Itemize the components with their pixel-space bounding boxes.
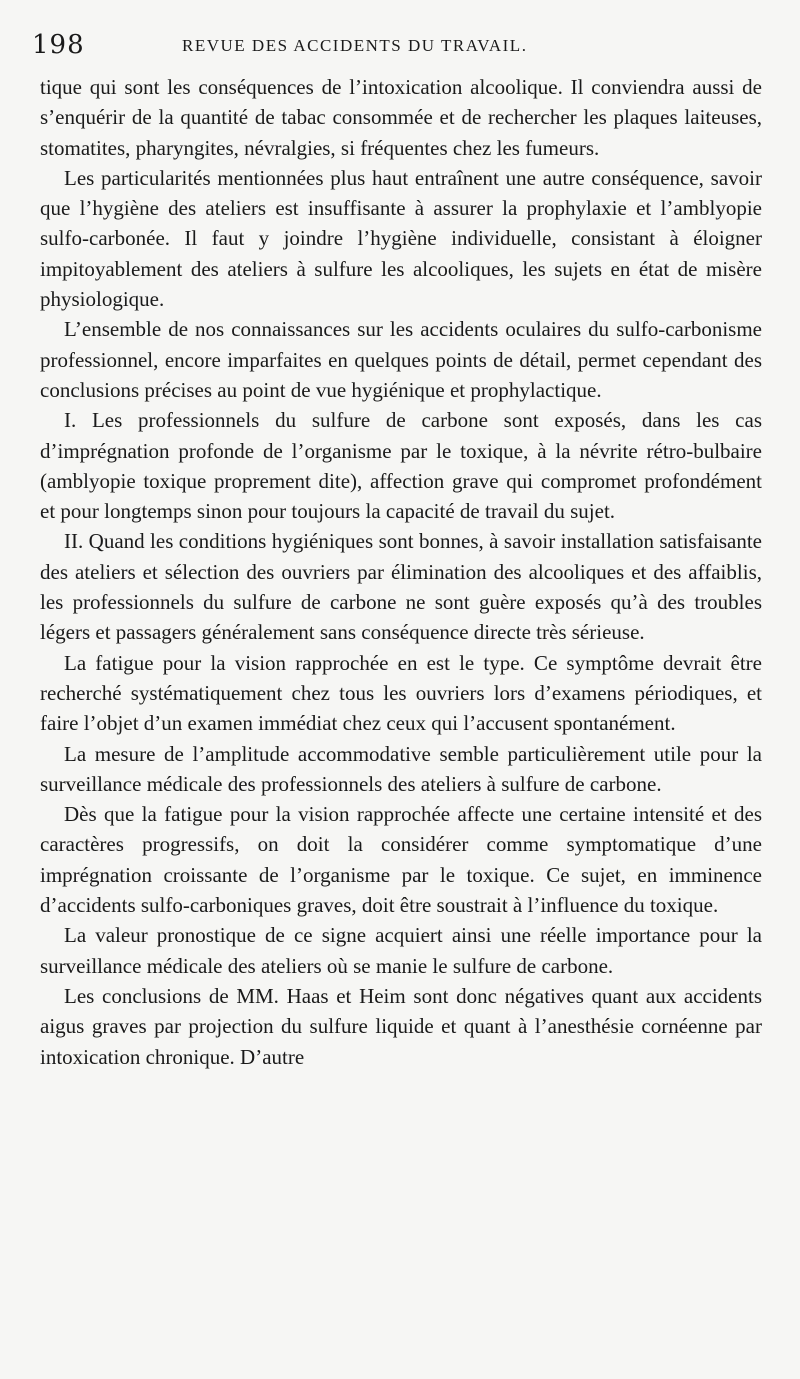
paragraph: Dès que la fatigue pour la vision rapprochée affecte une certaine intensité et des caractères progressifs, on doit la considérer comme symptomatique d’une imprégnation croissante de l’organisme par le toxique. Ce sujet, en imminence d’accidents sulfo-carboniques graves, doit être soustrait à l’influence du toxique. bbox=[40, 802, 762, 918]
paragraph: La mesure de l’amplitude accommodative semble particulièrement utile pour la surveillance médicale des professionnels des ateliers à sulfure de carbone. bbox=[40, 741, 762, 796]
conclusion-paragraph-1: I. Les professionnels du sulfure de carbone sont exposés, dans les cas d’imprégnation profonde de l’organisme par le toxique, à la névrite rétro-bulbaire (amblyopie toxique proprement dite), affection grave qui compromet profondément et pour longtemps sinon pour toujours la capacité de travail du sujet. bbox=[40, 408, 762, 524]
conclusion-paragraph-2: II. Quand les conditions hygiéniques sont bonnes, à savoir installation satisfaisante des ateliers et sélection des ouvriers par élimination des alcooliques et des affaiblis, les professionnels du sulfure de carbone ne sont guère exposés qu’à des troubles légers et passagers généralement sans conséquence directe très sérieuse. bbox=[40, 529, 762, 645]
page-header bbox=[32, 30, 760, 66]
paragraph: La fatigue pour la vision rapprochée en est le type. Ce symptôme devrait être recherché systématiquement chez tous les ouvriers lors d’examens périodiques, et faire l’objet d’un examen immédiat chez ceux qui l’accusent spontanément. bbox=[40, 650, 762, 736]
paragraph: Les particularités mentionnées plus haut entraînent une autre conséquence, savoir que l’hygiène des ateliers est insuffisante à assurer la prophylaxie et l’amblyopie sulfo-carbonée. Il faut y joindre l’hygiène individuelle, consistant à éloigner impitoyablement des ateliers à sulfure les alcooliques, les sujets en état de misère physiologique. bbox=[40, 165, 762, 312]
paragraph: Les conclusions de MM. Haas et Heim sont donc négatives quant aux accidents aigus graves par projection du sulfure liquide et quant à l’anesthésie cornéenne par intoxication chronique. D’autre bbox=[40, 983, 762, 1069]
paragraph-continuation: tique qui sont les conséquences de l’intoxication alcoolique. Il conviendra aussi de s’enquérir de la quantité de tabac consommée et de rechercher les plaques laiteuses, stomatites, pharyngites, névralgies, si fréquentes chez les fumeurs. bbox=[40, 75, 762, 160]
page-number: 198 bbox=[32, 30, 85, 60]
paragraph: La valeur pronostique de ce signe acquiert ainsi une réelle importance pour la surveillance médicale des ateliers où se manie le sulfure de carbone. bbox=[40, 923, 762, 978]
paragraph: L’ensemble de nos connaissances sur les accidents oculaires du sulfo-carbonisme professionnel, encore imparfaites en quelques points de détail, permet cependant des conclusions précises au point de vue hygiénique et prophylactique. bbox=[40, 317, 762, 402]
running-head: REVUE DES ACCIDENTS DU TRAVAIL. bbox=[182, 36, 528, 55]
body-text bbox=[40, 72, 762, 1072]
